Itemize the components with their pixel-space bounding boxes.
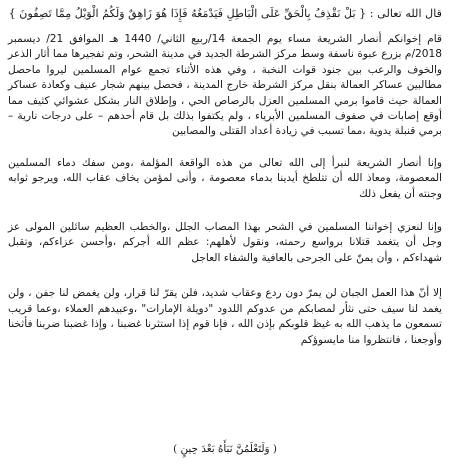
header-quran-quote: قال الله تعالى : { بَلْ نَقْذِفُ بِالْحَقِّ عَلَى الْبَاطِلِ فَيَدْمَغُهُ فَإِذَا هُوَ زَاهِقٌ وَلَكُمُ الْوَيْلُ مِمَّا تَصِفُونَ } (8, 7, 442, 20)
footer-quran-quote: ( وَلَتَعْلَمُنَّ نَبَأَهُ بَعْدَ حِينٍ ) (173, 443, 277, 456)
paragraph-incident: قام إخوانكم أنصار الشريعة مساء يوم الجمعة 14/ربيع الثاني/ 1440 هـ الموافق 21/ ديسمبر 2018/م بزرع عبوة ناسفة وسط مركز الشرطة الجديد في مدينة الشحر، وتم تفجيرها مما أثار الذعر والخوف والرعب بين جنود قوات النخبة ، وفي هذه الأثناء تجمع عوام المسلمين ليروا ماحصل مطالبين عساكر العمالة بنقل مركز الشرطة خارج المدينة ، فحصل بينهم شجار عنيف وكعادة عساكر العمالة حيث قاموا برمي المسلمين العزل بالرصاص الحي ، وإطلاق النار بشكل عشوائي كثيف مما أوقع إصابات في صفوف المسلمين الأبرياء ، ولم يكتفوا بذلك بل قام أحدهم – على درجات نارية – برمي قنبلة يدوية ،مما تسبب في زيادة أعداد القتلى والمصابين (8, 33, 442, 138)
paragraph-warning: إلا أنّ هذا العمل الجبان لن يمرّ دون ردع وعقاب شديد، فلن يقرّ لنا قرار، ولن يغمض لنا جفن ، ولن يغمد لنا سيف حتى نثأر لمصابكم من عدوكم اللدود "دويلة الإمارات" ،وعبيدهم العملاء ،وعما قريب تسمعون ما يذهب الله به غيظ قلوبكم بإذن الله ، فإنا قوم إذا استثرنا غضبنا ، وإذا غضبنا ضربنا فأثخنا وأوجعنا ، فانتظروا منا مايسوؤكم (8, 287, 442, 346)
paragraph-condolence: وإنا لنعزي إخواننا المسلمين في الشحر بهذا المصاب الجلل ،والخطب العظيم سائلين المولى عز وجل أن يتغمد قتلانا برواسع رحمته، ونقول لأهلهم: عظم الله أجركم ،وأحسن عزاءكم، وتقبل شهداءكم ، وأن يمنّ على الجرحى بالعافية والشفاء العاجل (8, 221, 442, 264)
paragraph-disavowal: وإنا أنصار الشريعة لنبرأ إلى الله تعالى من هذه الواقعة المؤلمة ،ومن سفك دماء المسلمين المعصومة، ومعاذ الله أن تتلطخ أيدينا بدماء معصومة ، وأنى لمؤمن يخاف عقاب الله، ويرجو ثوابه وجنته أن يفعل ذلك (8, 156, 442, 200)
